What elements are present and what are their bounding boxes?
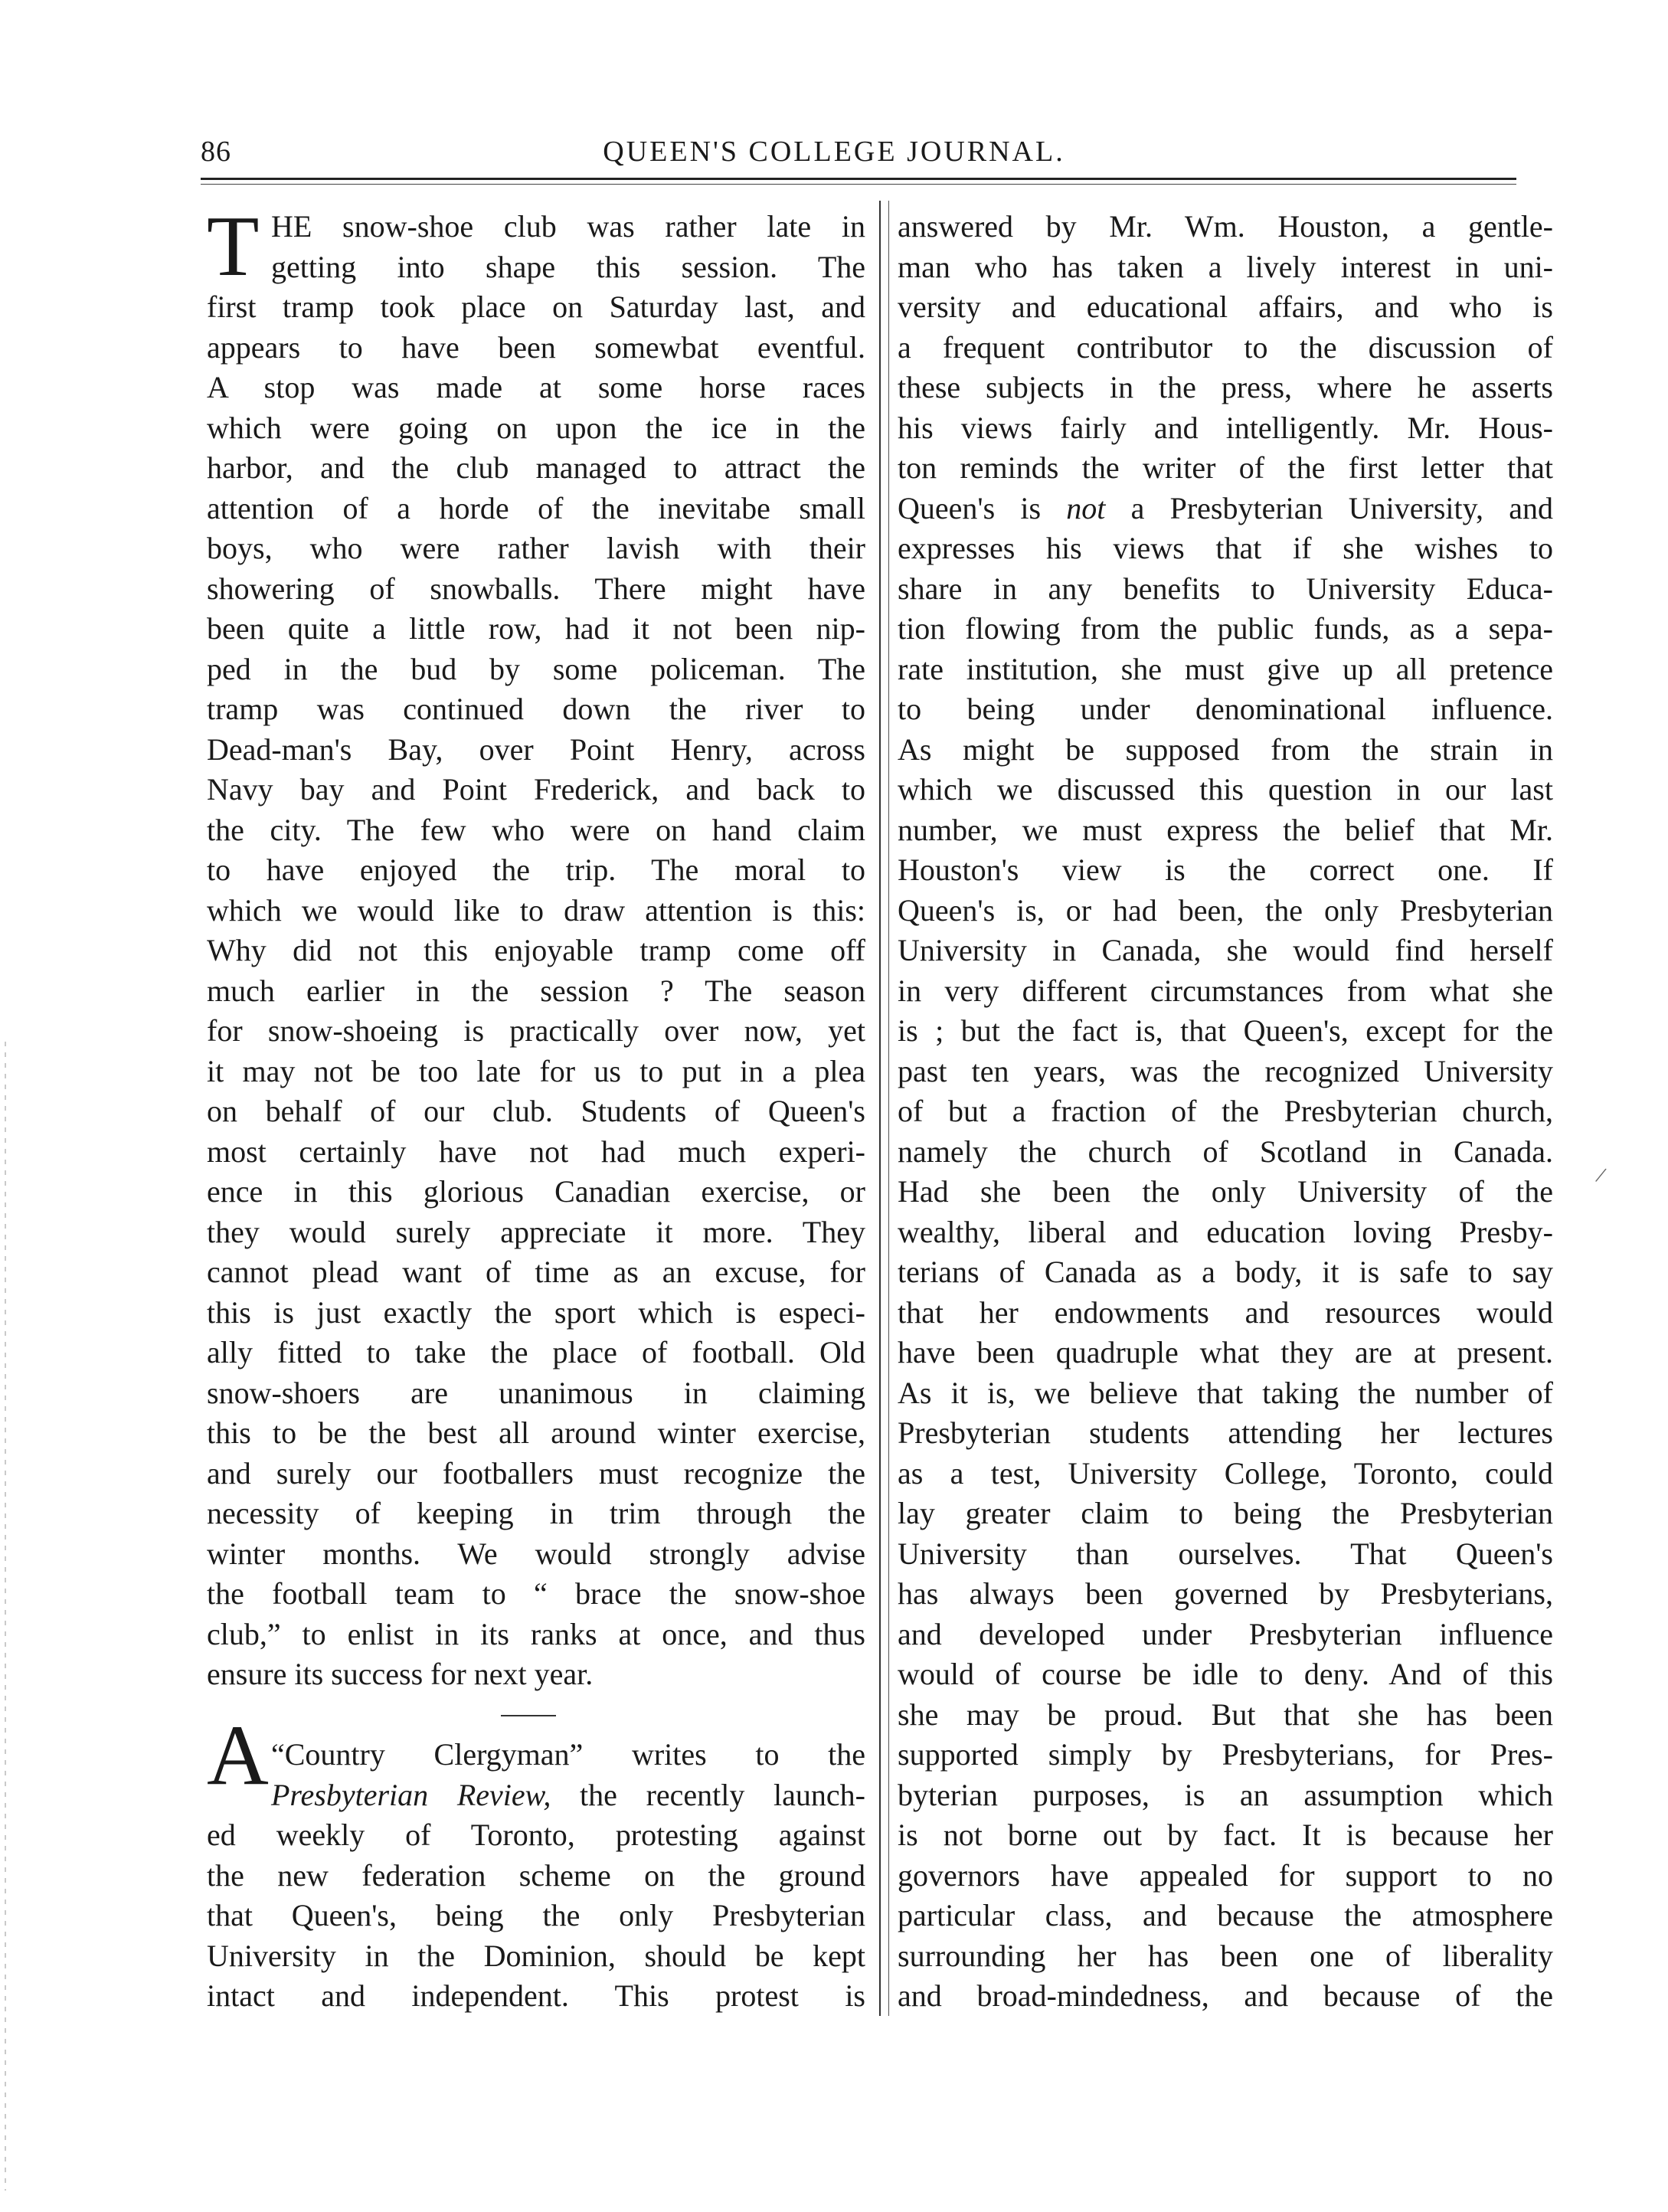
article-snowshoe bbox=[207, 199, 865, 1695]
article-line: ped in the bud by some policeman. The bbox=[207, 651, 865, 686]
article-line: winter months. We would strongly advise bbox=[207, 1536, 865, 1571]
article-line: that her endowments and resources would bbox=[898, 1294, 1553, 1330]
article-line: Houston's view is the correct one. If bbox=[898, 852, 1553, 887]
article-line: harbor, and the club managed to attract the bbox=[207, 450, 865, 485]
article-line: As it is, we believe that taking the number of bbox=[898, 1375, 1553, 1410]
article-line: which were going on upon the ice in the bbox=[207, 410, 865, 445]
article-line: byterian purposes, is an assumption which bbox=[898, 1777, 1553, 1812]
article-line: the city. The few who were on hand claim bbox=[207, 812, 865, 847]
article-line: share in any benefits to University Educa- bbox=[898, 571, 1553, 606]
article-line: that Queen's, being the only Presbyterian bbox=[207, 1898, 865, 1932]
article-line: is not borne out by fact. It is because her bbox=[898, 1818, 1553, 1852]
header-rule-thick bbox=[201, 178, 1516, 180]
article-line: as a test, University College, Toronto, could bbox=[898, 1455, 1553, 1490]
article-line: past ten years, was the recognized University bbox=[898, 1053, 1553, 1088]
article-line: answered by Mr. Wm. Houston, a gentle- bbox=[898, 209, 1553, 244]
article-line: Navy bay and Point Frederick, and back to bbox=[207, 772, 865, 807]
article-line: As might be supposed from the strain in bbox=[898, 731, 1553, 767]
emphasis-word: not bbox=[1066, 490, 1106, 525]
article-line: versity and educational affairs, and who is bbox=[898, 290, 1553, 324]
article-line: in very different circumstances from what she bbox=[898, 973, 1553, 1008]
article-line: and surely our footballers must recognize the bbox=[207, 1455, 865, 1490]
article-line: and broad-mindedness, and because of the bbox=[898, 1978, 1553, 2013]
article-line: boys, who were rather lavish with their bbox=[207, 531, 865, 565]
article-line: a frequent contributor to the discussion of bbox=[898, 329, 1553, 365]
article-line: intact and independent. This protest is bbox=[207, 1978, 865, 2013]
article-line: Had she been the only University of the bbox=[898, 1174, 1553, 1209]
article-line: on behalf of our club. Students of Queen's bbox=[207, 1094, 865, 1128]
article-line: cannot plead want of time as an excuse, for bbox=[207, 1255, 865, 1289]
article-line: ton reminds the writer of the first letter that bbox=[898, 450, 1553, 485]
article-line: appears to have been somewbat eventful. bbox=[207, 329, 865, 365]
article-line: supported simply by Presbyterians, for Pres- bbox=[898, 1737, 1553, 1772]
article-line: terians of Canada as a body, it is safe to say bbox=[898, 1255, 1553, 1289]
article-line: and developed under Presbyterian influence bbox=[898, 1616, 1553, 1651]
article-line: to have enjoyed the trip. The moral to bbox=[207, 852, 865, 887]
article-line: which we discussed this question in our last bbox=[898, 772, 1553, 807]
article-line: first tramp took place on Saturday last, and bbox=[207, 290, 865, 324]
article-line: ence in this glorious Canadian exercise, or bbox=[207, 1174, 865, 1209]
article-line: ally fitted to take the place of football. Old bbox=[207, 1335, 865, 1369]
column-divider bbox=[879, 201, 881, 2016]
article-line: University in Canada, she would find herself bbox=[898, 933, 1553, 967]
article-line: Queen's is, or had been, the only Presbyterian bbox=[898, 892, 1553, 928]
article-line: snow-shoers are unanimous in claiming bbox=[207, 1375, 865, 1410]
article-line: University than ourselves. That Queen's bbox=[898, 1536, 1553, 1571]
scan-edge-artifact bbox=[5, 1042, 6, 2191]
article-line: these subjects in the press, where he asserts bbox=[898, 370, 1553, 404]
article-line: it may not be too late for us to put in a plea bbox=[207, 1053, 865, 1088]
article-line: Queen's is not a Presbyterian University, and bbox=[898, 490, 1553, 525]
article-line: ensure its success for next year. bbox=[207, 1657, 594, 1691]
article-line: Presbyterian Review, the recently launch- bbox=[271, 1777, 865, 1812]
article-line: governors have appealed for support to no bbox=[898, 1857, 1553, 1893]
article-line: much earlier in the session ? The season bbox=[207, 973, 865, 1008]
article-line: club,” to enlist in its ranks at once, and thus bbox=[207, 1616, 865, 1651]
article-line: this is just exactly the sport which is especi- bbox=[207, 1294, 865, 1330]
article-line: particular class, and because the atmosphere bbox=[898, 1898, 1553, 1932]
article-line: which we would like to draw attention is this: bbox=[207, 892, 865, 928]
article-line: been quite a little row, had it not been nip- bbox=[207, 611, 865, 646]
article-line: lay greater claim to being the Presbyterian bbox=[898, 1496, 1553, 1530]
article-line: Why did not this enjoyable tramp come off bbox=[207, 933, 865, 967]
article-line: surrounding her has been one of liberality bbox=[898, 1938, 1553, 1973]
article-line: the new federation scheme on the ground bbox=[207, 1857, 865, 1893]
article-line: Dead-man's Bay, over Point Henry, across bbox=[207, 731, 865, 767]
article-line: wealthy, liberal and education loving Presby- bbox=[898, 1214, 1553, 1249]
article-federation bbox=[207, 1735, 865, 2017]
article-line: would of course be idle to deny. And of this bbox=[898, 1657, 1553, 1691]
article-line: attention of a horde of the inevitabe small bbox=[207, 490, 865, 525]
article-line: number, we must express the belief that Mr. bbox=[898, 812, 1553, 847]
article-line: A stop was made at some horse races bbox=[207, 370, 865, 404]
article-line: has always been governed by Presbyterians, bbox=[898, 1576, 1553, 1611]
article-line: is ; but the fact is, that Queen's, except for the bbox=[898, 1013, 1553, 1048]
article-line: rate institution, she must give up all pretence bbox=[898, 651, 1553, 686]
right-column bbox=[898, 207, 1553, 2017]
article-line: necessity of keeping in trim through the bbox=[207, 1496, 865, 1530]
article-line: for snow-shoeing is practically over now, yet bbox=[207, 1013, 865, 1048]
article-line: tramp was continued down the river to bbox=[207, 692, 865, 726]
article-line: of but a fraction of the Presbyterian church, bbox=[898, 1094, 1553, 1128]
article-line: tion flowing from the public funds, as a sepa- bbox=[898, 611, 1553, 646]
article-line: have been quadruple what they are at present. bbox=[898, 1335, 1553, 1369]
article-line: she may be proud. But that she has been bbox=[898, 1697, 1553, 1732]
article-line: to being under denominational influence. bbox=[898, 692, 1553, 726]
article-line: HE snow-shoe club was rather late in bbox=[271, 209, 865, 244]
article-line: “Country Clergyman” writes to the bbox=[271, 1737, 865, 1772]
dropcap-t: T bbox=[207, 199, 260, 294]
column-divider-inner bbox=[888, 201, 889, 2016]
publication-title: Presbyterian Review, bbox=[271, 1777, 551, 1812]
header-rule-thin bbox=[201, 184, 1516, 185]
article-line: expresses his views that if she wishes to bbox=[898, 531, 1553, 565]
article-line: the football team to “ brace the snow-shoe bbox=[207, 1576, 865, 1611]
article-line: Presbyterian students attending her lectures bbox=[898, 1415, 1553, 1450]
article-line: they would surely appreciate it more. They bbox=[207, 1214, 865, 1249]
dropcap-a: A bbox=[207, 1708, 269, 1803]
article-line: University in the Dominion, should be kept bbox=[207, 1938, 865, 1973]
running-head-title: QUEEN'S COLLEGE JOURNAL. bbox=[603, 136, 1065, 168]
article-line: man who has taken a lively interest in uni- bbox=[898, 249, 1553, 284]
page-number: 86 bbox=[201, 136, 231, 168]
article-line: namely the church of Scotland in Canada. bbox=[898, 1134, 1553, 1169]
article-line: most certainly have not had much experi- bbox=[207, 1134, 865, 1169]
left-column bbox=[207, 199, 865, 2017]
margin-pencil-mark: / bbox=[1593, 1162, 1608, 1189]
article-line: his views fairly and intelligently. Mr. Hous- bbox=[898, 410, 1553, 445]
article-line: ed weekly of Toronto, protesting against bbox=[207, 1818, 865, 1852]
article-line: this to be the best all around winter exercise, bbox=[207, 1415, 865, 1450]
section-separator bbox=[207, 1695, 865, 1736]
article-line: getting into shape this session. The bbox=[271, 249, 865, 284]
article-line: showering of snowballs. There might have bbox=[207, 571, 865, 606]
